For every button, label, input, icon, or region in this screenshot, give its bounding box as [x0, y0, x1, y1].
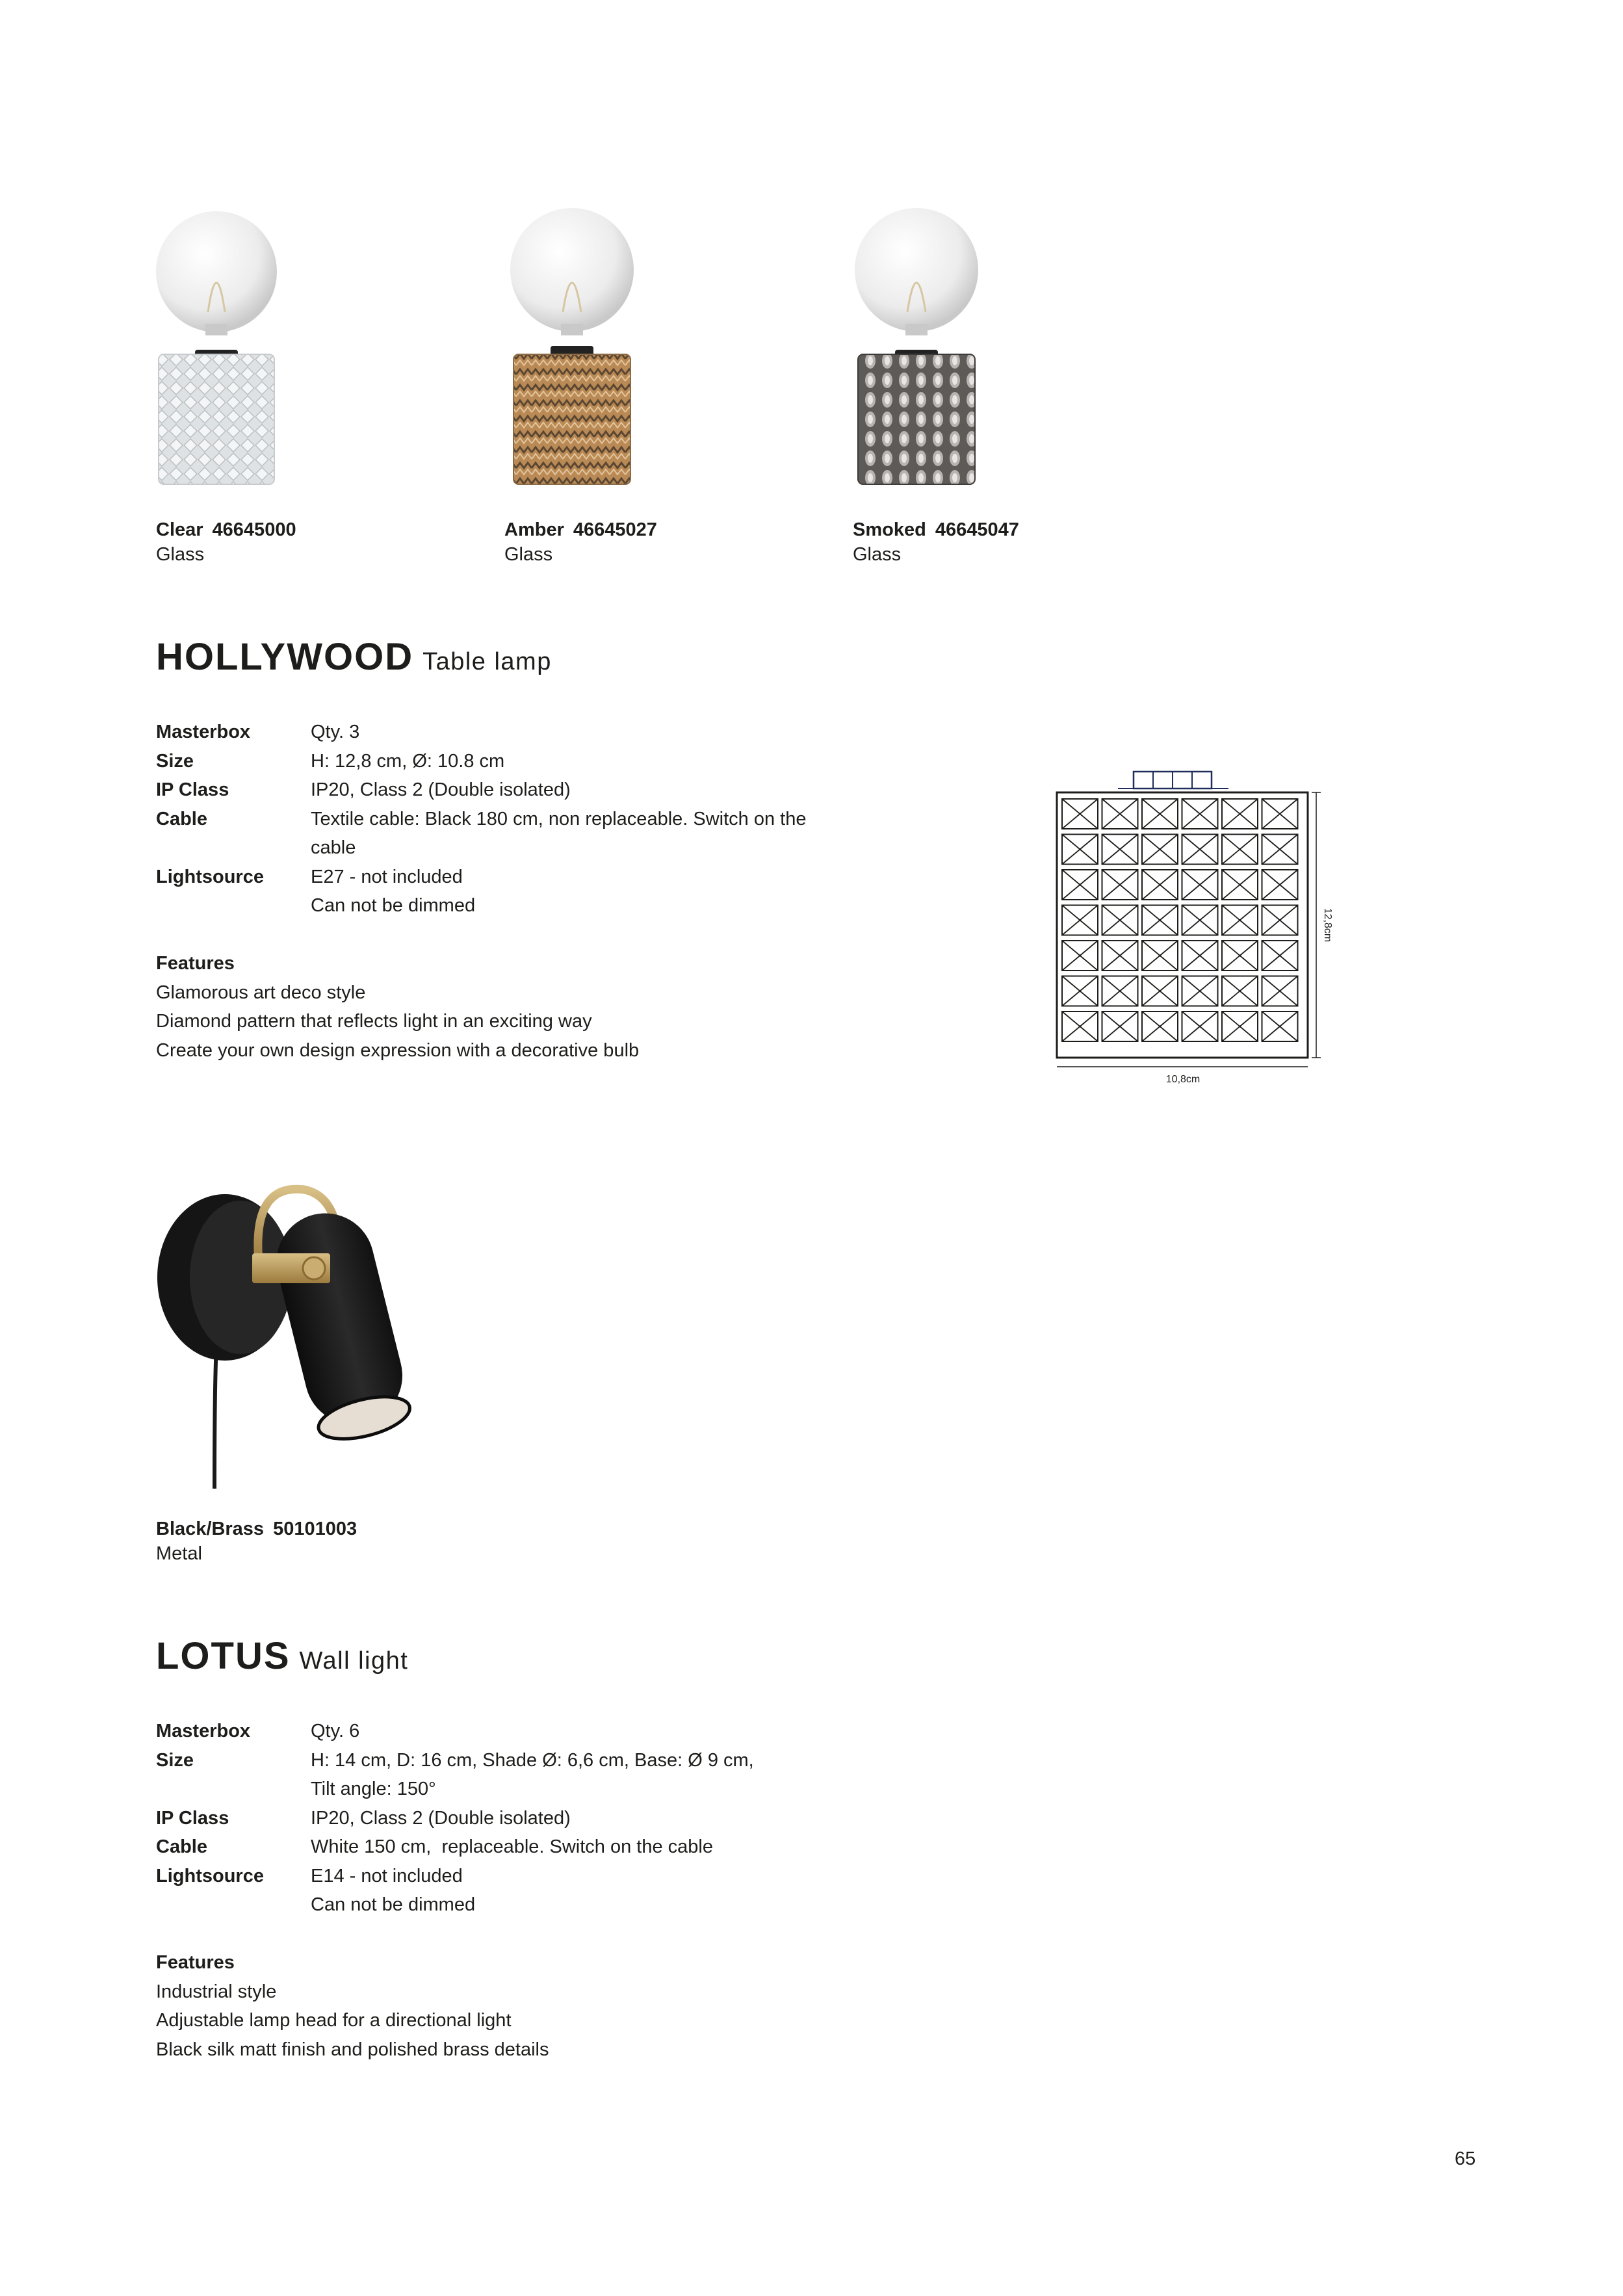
spec-label: IP Class — [156, 1807, 229, 1829]
spec-table-hollywood — [156, 718, 845, 920]
spec-label: Cable — [156, 1836, 207, 1857]
spec-value: H: 12,8 cm, Ø: 10.8 cm — [311, 750, 505, 772]
spec-label: Lightsource — [156, 1865, 264, 1886]
spec-label: Size — [156, 750, 194, 772]
spec-label: Cable — [156, 808, 207, 829]
spec-row-masterbox — [156, 718, 845, 747]
variant-caption-lotus — [156, 1517, 357, 1566]
spec-value: Textile cable: Black 180 cm, non replaceable. Switch on the — [311, 808, 807, 829]
variant-code: 46645000 — [212, 519, 296, 540]
spec-row-ipclass — [156, 1804, 845, 1833]
variant-material: Glass — [853, 544, 902, 565]
product-name: LOTUS — [156, 1635, 291, 1677]
spec-label: IP Class — [156, 779, 229, 800]
spec-row-size — [156, 1746, 845, 1804]
spec-value: White 150 cm, replaceable. Switch on the cable — [311, 1836, 713, 1857]
product-image-lotus — [155, 1151, 441, 1489]
product-image-smoked — [845, 195, 988, 494]
variant-color: Black/Brass — [156, 1519, 265, 1539]
spec-row-lightsource — [156, 1862, 845, 1920]
product-title-hollywood — [156, 635, 552, 679]
variant-material: Glass — [156, 544, 205, 565]
feature-item: Black silk matt finish and polished brass details — [156, 2039, 549, 2060]
spec-row-masterbox — [156, 1717, 845, 1746]
product-type: Table lamp — [422, 648, 552, 675]
spec-value: IP20, Class 2 (Double isolated) — [311, 779, 571, 800]
spec-value-line2: Can not be dimmed — [311, 1894, 476, 1915]
height-dimension-label: 12,8cm — [1322, 907, 1332, 943]
variant-code: 46645027 — [573, 519, 657, 540]
drawing-diamond-grid — [1062, 799, 1298, 1041]
spec-value: H: 14 cm, D: 16 cm, Shade Ø: 6,6 cm, Base: Ø 9 cm, — [311, 1749, 754, 1771]
feature-item: Create your own design expression with a decorative bulb — [156, 1039, 640, 1061]
features-title: Features — [156, 1952, 235, 1973]
spec-row-ipclass — [156, 776, 845, 805]
spec-table-lotus — [156, 1717, 845, 1920]
spec-value: E27 - not included — [311, 866, 463, 887]
variant-color: Smoked — [853, 519, 926, 540]
variant-material: Metal — [156, 1543, 202, 1564]
spec-row-cable — [156, 805, 845, 863]
spec-value-line2: Can not be dimmed — [311, 895, 476, 916]
product-type: Wall light — [299, 1647, 409, 1675]
product-image-amber — [500, 195, 643, 494]
variant-color: Amber — [504, 519, 564, 540]
spec-label: Masterbox — [156, 722, 251, 742]
page-number: 65 — [1455, 2148, 1476, 2169]
spec-value: Qty. 3 — [311, 722, 360, 742]
feature-item: Glamorous art deco style — [156, 982, 366, 1003]
variant-caption-smoked — [853, 517, 1019, 567]
spec-value: IP20, Class 2 (Double isolated) — [311, 1807, 571, 1829]
spec-row-size — [156, 747, 845, 776]
spec-row-lightsource — [156, 863, 845, 920]
product-name: HOLLYWOOD — [156, 636, 414, 678]
spec-value: Qty. 6 — [311, 1721, 360, 1742]
features-hollywood — [156, 949, 639, 1065]
variant-code: 46645047 — [935, 519, 1019, 540]
width-dimension-label: 10,8cm — [1165, 1074, 1201, 1085]
spec-value: E14 - not included — [311, 1865, 463, 1886]
features-lotus — [156, 1948, 549, 2064]
spec-row-cable — [156, 1833, 845, 1862]
spec-value-line2: Tilt angle: 150° — [311, 1779, 436, 1799]
product-title-lotus — [156, 1634, 408, 1678]
feature-item: Adjustable lamp head for a directional light — [156, 2010, 512, 2031]
feature-item: Industrial style — [156, 1981, 277, 2002]
spec-label: Lightsource — [156, 866, 264, 887]
product-image-clear — [155, 195, 285, 494]
spec-label: Size — [156, 1749, 194, 1771]
spec-value-line2: cable — [311, 837, 356, 858]
spec-label: Masterbox — [156, 1721, 251, 1742]
features-title: Features — [156, 953, 235, 974]
variant-code: 50101003 — [273, 1519, 357, 1539]
variant-color: Clear — [156, 519, 203, 540]
technical-drawing-hollywood — [1033, 764, 1332, 1089]
variant-material: Glass — [504, 544, 553, 565]
variant-caption-amber — [504, 517, 657, 567]
feature-item: Diamond pattern that reflects light in an exciting way — [156, 1011, 592, 1032]
variant-caption-clear — [156, 517, 296, 567]
